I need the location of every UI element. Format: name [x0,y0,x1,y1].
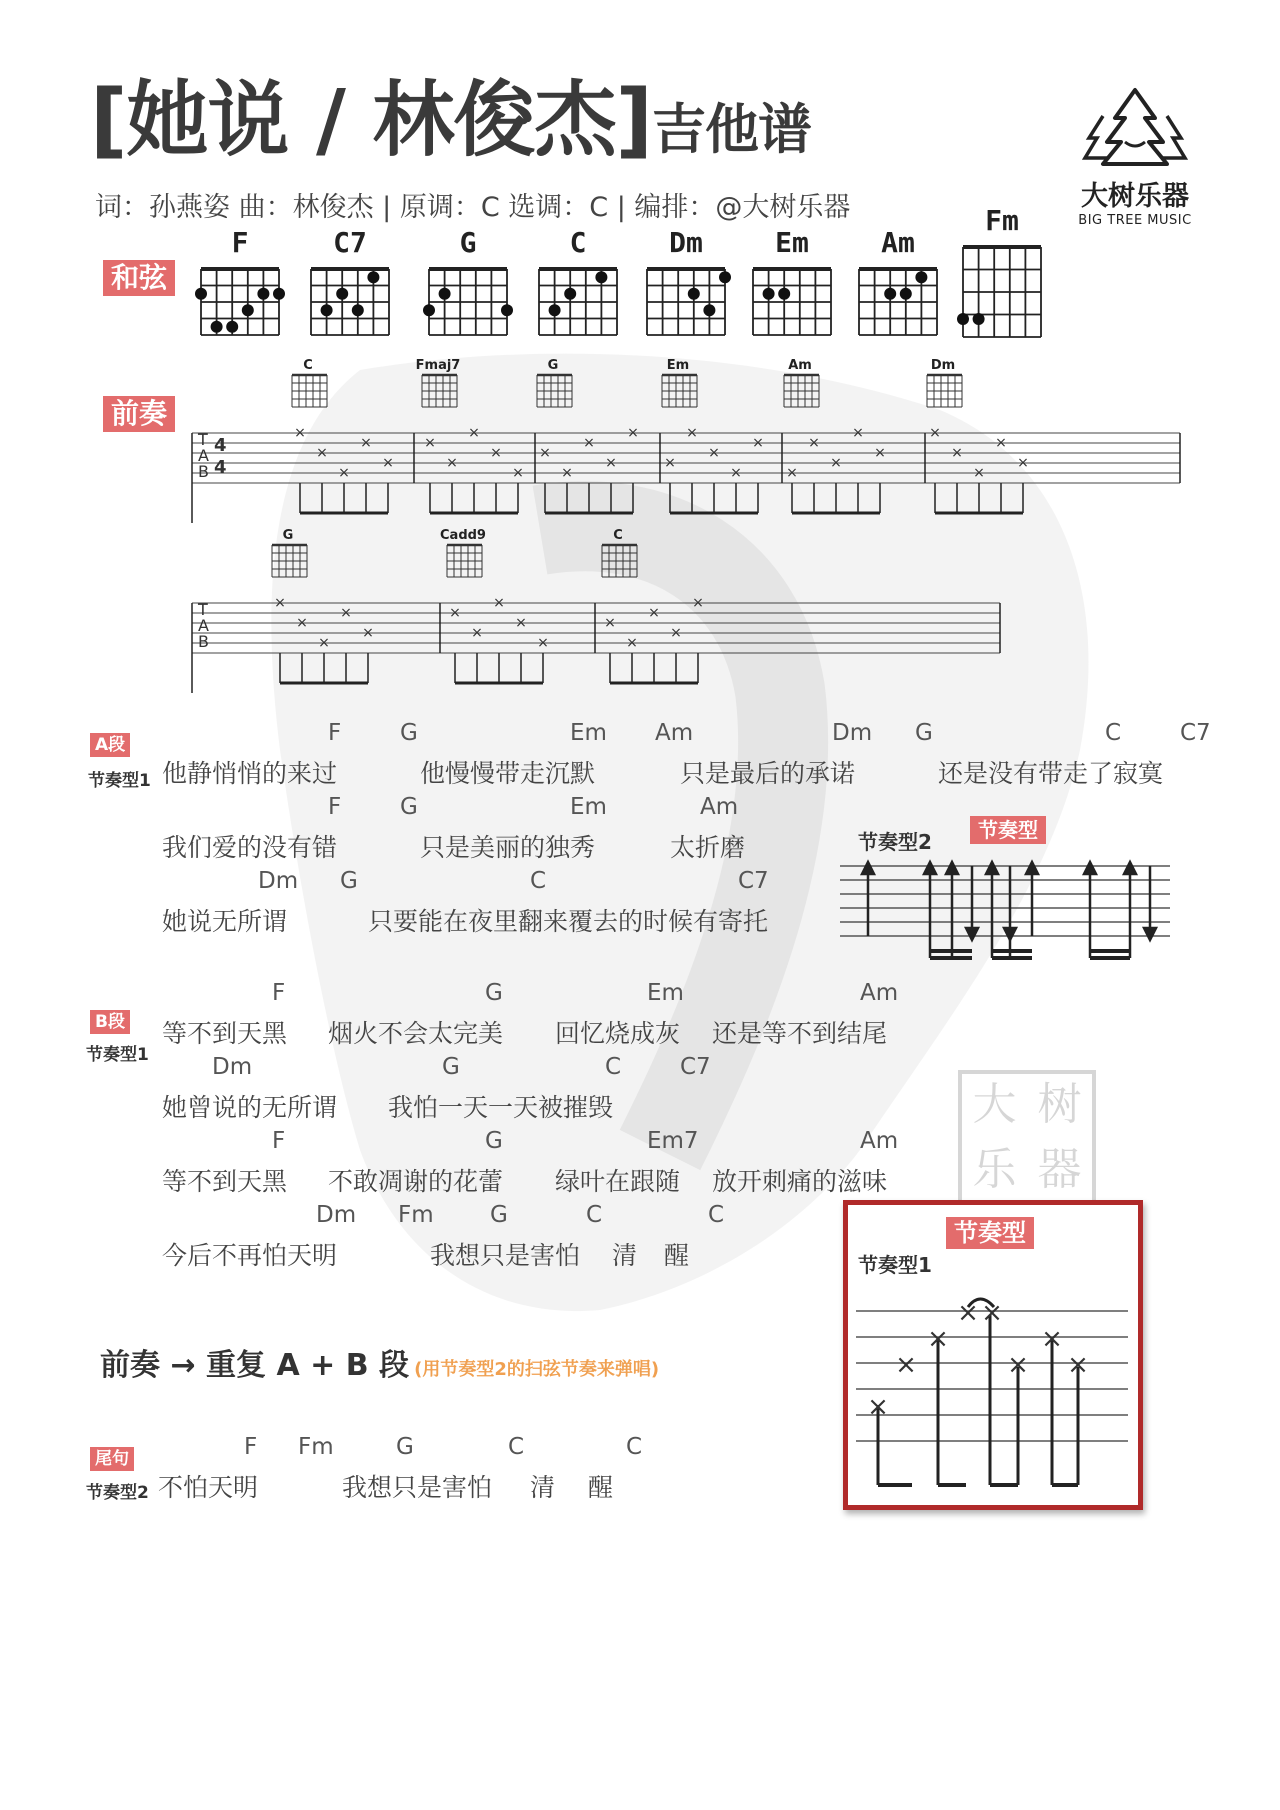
page-title [90,73,811,168]
svg-text:×: × [692,595,704,611]
chord-name: C7 [333,226,367,259]
svg-text:×: × [867,1392,889,1422]
lyric-phrase: 醒 [664,1241,690,1270]
chord-diagram-em [747,226,837,343]
chord-diagram-c7 [305,226,395,343]
svg-text:×: × [382,455,394,471]
lyric-phrase: 还是没有带走了寂寞 [938,759,1164,788]
rhythm2-tag-box [970,816,1046,844]
chords-section-tag [103,260,175,296]
svg-text:×: × [471,625,483,641]
intro-chord-c [602,528,637,577]
svg-text:×: × [929,425,941,441]
svg-text:×: × [874,445,886,461]
chord-symbol: G [485,1128,503,1154]
svg-text:Fmaj7: Fmaj7 [415,358,461,373]
svg-text:Dm: Dm [930,358,956,373]
chord-symbol: C7 [1180,720,1211,746]
svg-text:×: × [981,1298,1003,1328]
chord-symbol: C [626,1434,643,1460]
svg-text:×: × [730,465,742,481]
tab-letter: B [198,632,209,651]
svg-text:×: × [686,425,698,441]
section-b-label: B段 [90,1010,130,1034]
chord-symbol: Am [860,1128,899,1154]
svg-text:×: × [708,445,720,461]
svg-text:×: × [362,625,374,641]
lyric-phrase: 醒 [588,1473,614,1502]
svg-text:×: × [424,435,436,451]
time-signature: 4 [214,435,227,456]
svg-text:×: × [316,445,328,461]
svg-text:×: × [957,1298,979,1328]
stamp-char-3: 乐 [972,1144,1017,1195]
lyric-phrase: 他慢慢带走沉默 [420,759,596,788]
svg-text:×: × [318,635,330,651]
intro-chord-am [784,358,819,407]
lyric-phrase: 清 [530,1473,556,1502]
lyric-phrase: 我怕一天一天被摧毁 [388,1093,614,1122]
outro-label: 尾句 [90,1447,134,1471]
svg-text:×: × [449,605,461,621]
svg-text:×: × [670,625,682,641]
tab-letter: T [198,430,208,449]
chord-symbol: G [400,794,418,820]
tab-letter: B [198,462,209,481]
lyric-phrase: 等不到天黑 [162,1167,288,1196]
tab-letter: T [198,600,208,619]
lyric-phrase: 不怕天明 [158,1473,259,1502]
svg-text:×: × [995,435,1007,451]
repeat-note: (用节奏型2的扫弦节奏来弹唱) [414,1359,660,1380]
section-a-label: A段 [90,733,130,757]
lyric-phrase: 等不到天黑 [162,1019,288,1048]
lyric-phrase: 她说无所谓 [162,907,288,936]
intro-chord-dm [927,358,962,407]
chord-name: C [569,226,587,259]
svg-text:×: × [338,465,350,481]
section-a-tag [90,730,130,755]
chord-name: Fm [985,204,1019,237]
fretboard-grid [641,259,731,339]
repeat-main: 前奏 → 重复 A + B 段 [100,1348,410,1383]
chord-diagram-fm [957,204,1047,351]
chord-symbol: C [586,1202,603,1228]
section-a-rhythm: 节奏型1 [88,771,151,791]
svg-text:×: × [927,1324,949,1354]
chord-symbol: F [272,1128,286,1154]
chords-label: 和弦 [103,260,175,296]
fretboard-grid [423,259,513,339]
svg-text:Cadd9: Cadd9 [440,528,486,543]
svg-text:×: × [446,455,458,471]
chord-name: G [459,226,477,259]
chord-symbol: F [272,980,286,1006]
svg-text:×: × [340,605,352,621]
intro-tab-row-1 [190,355,1190,525]
chord-symbol: G [340,868,358,894]
svg-text:×: × [515,615,527,631]
svg-text:×: × [561,465,573,481]
section-b-tag [90,1007,130,1032]
chord-symbol: Fm [398,1202,434,1228]
chord-diagram-g [423,226,513,343]
intro-chord-g [272,528,307,577]
rhythm1-label: 节奏型1 [858,1253,932,1277]
svg-text:×: × [973,465,985,481]
chord-symbol: F [328,720,342,746]
section-b-rhythm: 节奏型1 [86,1045,149,1065]
time-signature: 4 [214,457,227,478]
svg-text:×: × [604,615,616,631]
svg-text:×: × [294,425,306,441]
stamp-char-2: 树 [1037,1079,1082,1130]
svg-text:×: × [808,435,820,451]
svg-text:×: × [830,455,842,471]
lyric-phrase: 他静悄悄的来过 [162,759,338,788]
stamp-char-4: 器 [1037,1144,1082,1195]
intro-chord-em [662,358,697,407]
lyric-phrase: 太折磨 [670,833,746,862]
lyric-phrase: 绿叶在跟随 [555,1167,681,1196]
tab-letter: A [198,446,209,465]
intro-chord-cadd9 [440,528,486,577]
brand-logo [1060,86,1210,226]
chord-name: Dm [669,226,703,259]
lyric-phrase: 我想只是害怕 [430,1241,581,1270]
svg-text:×: × [852,425,864,441]
svg-text:×: × [583,435,595,451]
chord-symbol: Em [570,794,607,820]
chord-diagram-am [853,226,943,343]
fretboard-grid [747,259,837,339]
chord-symbol: C [708,1202,725,1228]
rhythm1-frame [843,1200,1143,1510]
chord-symbol: Am [860,980,899,1006]
title-main: [她说 / 林俊杰] [90,73,652,168]
lyric-phrase: 回忆烧成灰 [555,1019,681,1048]
chord-name: Em [775,226,809,259]
lyric-phrase: 只要能在夜里翻来覆去的时候有寄托 [368,907,769,936]
chord-symbol: Dm [316,1202,357,1228]
tree-logo-icon [1075,86,1195,166]
chord-symbol: G [396,1434,414,1460]
chord-symbol: Am [655,720,694,746]
svg-text:×: × [493,595,505,611]
chord-symbol: C [605,1054,622,1080]
outro-rhythm: 节奏型2 [86,1483,149,1503]
svg-text:×: × [539,445,551,461]
stamp-char-1: 大 [972,1079,1017,1130]
chord-symbol: Am [700,794,739,820]
svg-text:×: × [786,465,798,481]
rhythm1-pattern-diagram [856,1285,1128,1495]
svg-text:×: × [752,435,764,451]
chord-symbol: F [244,1434,258,1460]
svg-text:×: × [626,635,638,651]
title-suffix: 吉他谱 [652,98,811,161]
svg-text:×: × [664,455,676,471]
svg-text:×: × [274,595,286,611]
chord-symbol: G [400,720,418,746]
rhythm2-tag: 节奏型 [970,816,1046,844]
outro-tag [90,1444,134,1469]
rhythm1-tag-box [946,1217,1034,1249]
svg-text:×: × [648,605,660,621]
logo-en: BIG TREE MUSIC [1078,213,1192,228]
svg-text:×: × [1041,1324,1063,1354]
lyric-phrase: 只是美丽的独秀 [420,833,596,862]
credits: 词：孙燕姿 曲：林俊杰 | 原调：C 选调：C | 编排：@大树乐器 [95,192,851,223]
fretboard-grid [853,259,943,339]
intro-chord-g [537,358,572,407]
svg-text:×: × [895,1350,917,1380]
intro-chord-fmaj7 [416,358,461,407]
lyric-phrase: 只是最后的承诺 [680,759,856,788]
chord-symbol: Em [570,720,607,746]
rhythm2-label: 节奏型2 [858,830,932,854]
chord-symbol: C7 [680,1054,711,1080]
chord-diagram-c [533,226,623,343]
fretboard-grid [195,259,285,339]
chord-symbol: C [508,1434,525,1460]
svg-text:×: × [360,435,372,451]
svg-text:×: × [468,425,480,441]
chord-symbol: G [442,1054,460,1080]
intro-tab-row-2 [190,525,1010,695]
chord-name: F [231,226,249,259]
svg-text:×: × [605,455,617,471]
svg-text:C: C [303,358,313,373]
chord-symbol: G [915,720,933,746]
svg-text:×: × [296,615,308,631]
logo-name: 大树乐器 [1081,181,1189,212]
lyric-phrase: 放开刺痛的滋味 [712,1167,888,1196]
chord-symbol: Dm [258,868,299,894]
intro-label: 前奏 [103,396,175,432]
lyric-phrase: 我们爱的没有错 [162,833,338,862]
svg-text:×: × [1007,1350,1029,1380]
svg-text:×: × [512,465,524,481]
chord-diagram-dm [641,226,731,343]
lyric-phrase: 烟火不会太完美 [328,1019,504,1048]
lyric-phrase: 清 [612,1241,638,1270]
svg-text:Am: Am [788,358,812,373]
lyric-phrase: 还是等不到结尾 [712,1019,888,1048]
svg-text:×: × [537,635,549,651]
fretboard-grid [305,259,395,339]
svg-text:×: × [627,425,639,441]
brand-stamp [958,1070,1096,1208]
chord-symbol: G [490,1202,508,1228]
intro-section-tag [103,396,175,432]
fretboard-grid [533,259,623,339]
svg-text:G: G [282,528,294,543]
lyric-phrase: 不敢凋谢的花蕾 [328,1167,504,1196]
lyric-phrase: 今后不再怕天明 [162,1241,338,1270]
chord-diagram-f [195,226,285,343]
lyric-phrase: 我想只是害怕 [342,1473,493,1502]
chord-symbol: G [485,980,503,1006]
svg-text:C: C [613,528,623,543]
svg-text:×: × [1017,455,1029,471]
chord-symbol: C [1105,720,1122,746]
repeat-instruction [100,1340,659,1384]
chord-symbol: Fm [298,1434,334,1460]
svg-text:G: G [547,358,559,373]
svg-text:Em: Em [666,358,690,373]
rhythm1-tag: 节奏型 [946,1217,1034,1249]
chord-symbol: C7 [738,868,769,894]
chord-name: Am [881,226,915,259]
chord-symbol: Em7 [647,1128,699,1154]
lyric-phrase: 她曾说的无所谓 [162,1093,338,1122]
svg-text:×: × [1067,1350,1089,1380]
chord-symbol: Dm [832,720,873,746]
svg-text:×: × [951,445,963,461]
rhythm2-strum-diagram [840,858,1180,978]
chord-symbol: Dm [212,1054,253,1080]
chord-symbol: F [328,794,342,820]
svg-text:×: × [490,445,502,461]
chord-symbol: Em [647,980,684,1006]
chord-symbol: C [530,868,547,894]
intro-chord-c [292,358,327,407]
tab-letter: A [198,616,209,635]
fretboard-grid [957,237,1047,347]
